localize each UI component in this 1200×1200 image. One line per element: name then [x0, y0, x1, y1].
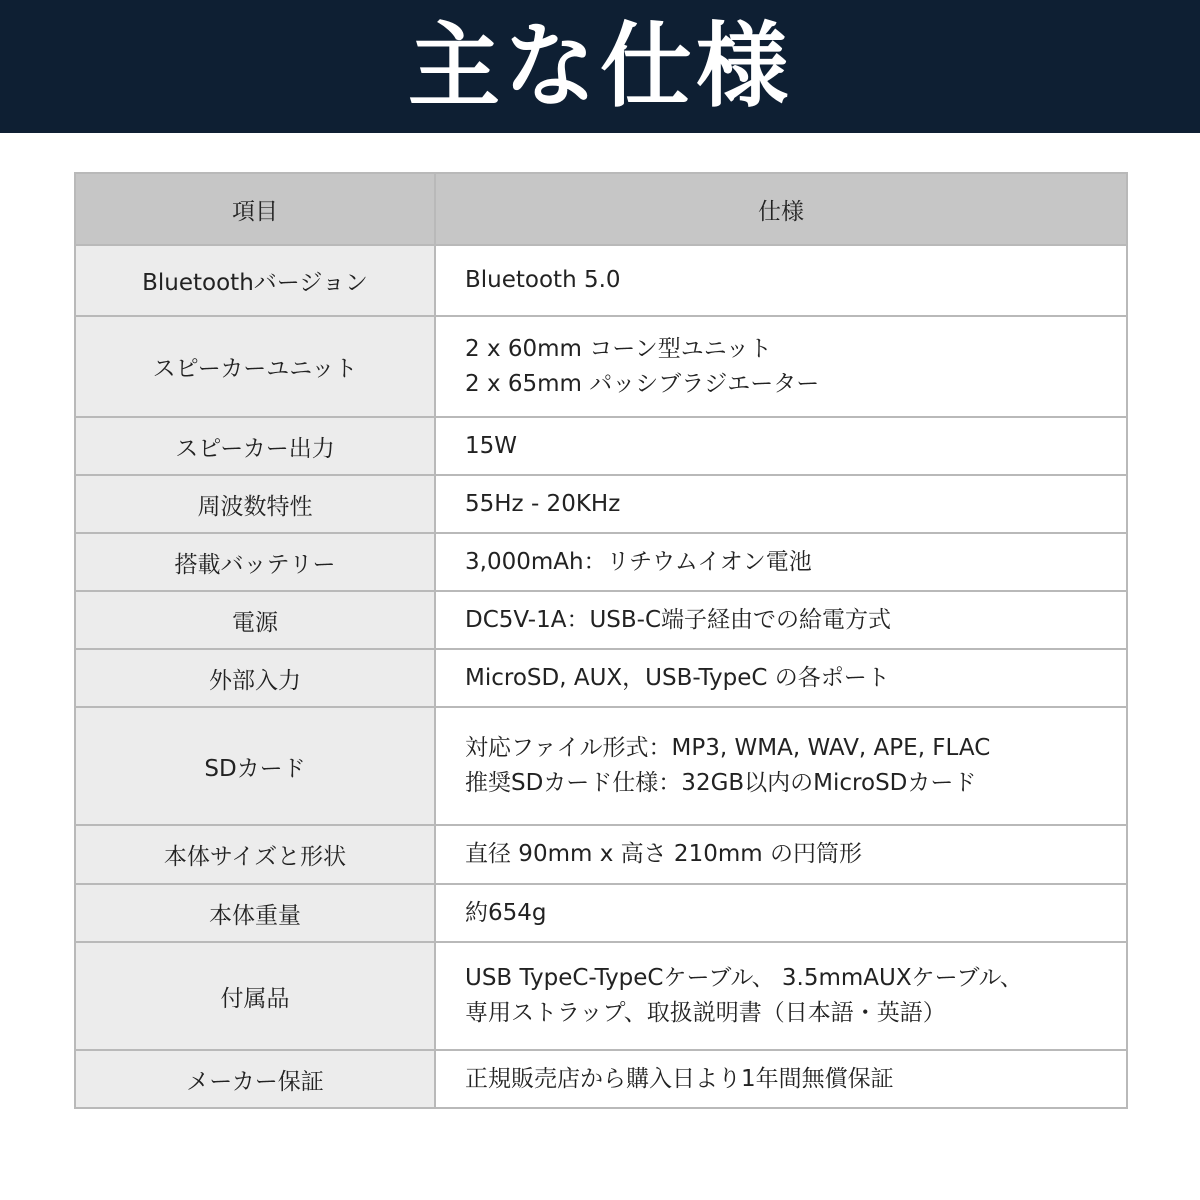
spec-line: 3,000mAh：リチウムイオン電池: [465, 548, 812, 575]
row-spec-value: [435, 884, 1127, 942]
spec-line: 直径 90mm x 高さ 210mm の円筒形: [465, 841, 862, 867]
row-spec-value: [435, 533, 1127, 591]
spec-line: Bluetooth 5.0: [465, 267, 621, 293]
row-item-label: 電源: [75, 591, 435, 649]
row-item-label: 本体重量: [75, 884, 435, 942]
spec-line: 15W: [465, 432, 518, 459]
row-spec-value: [435, 245, 1127, 316]
row-spec-value: [435, 707, 1127, 825]
row-item-label: Bluetoothバージョン: [75, 245, 435, 316]
table-row: [75, 825, 1127, 884]
spec-line: 約654g: [465, 899, 547, 926]
table-row: [75, 245, 1127, 316]
table-row: [75, 533, 1127, 591]
row-item-label: 搭載バッテリー: [75, 533, 435, 591]
row-spec-value: [435, 316, 1127, 417]
page-header: [0, 0, 1200, 133]
spec-line: 専用ストラップ、取扱説明書（日本語・英語）: [465, 1000, 946, 1026]
column-header-spec: 仕様: [435, 173, 1127, 245]
table-row: [75, 649, 1127, 707]
row-spec-value: [435, 649, 1127, 707]
row-item-label: 外部入力: [75, 649, 435, 707]
row-spec-value: [435, 475, 1127, 533]
spec-table: [74, 172, 1128, 1109]
spec-line: 55Hz - 20KHz: [465, 490, 621, 517]
row-spec-value: [435, 417, 1127, 475]
table-row: [75, 475, 1127, 533]
spec-line: DC5V-1A：USB-C端子経由での給電方式: [465, 606, 892, 633]
spec-line: MicroSD, AUX，USB-TypeC の各ポート: [465, 664, 890, 691]
table-row: [75, 1050, 1127, 1108]
row-spec-value: [435, 942, 1127, 1050]
table-header-row: [75, 173, 1127, 245]
row-item-label: 付属品: [75, 942, 435, 1050]
row-spec-value: [435, 1050, 1127, 1108]
spec-line: 2 x 65mm パッシブラジエーター: [465, 370, 820, 397]
row-spec-value: [435, 825, 1127, 884]
table-row: [75, 942, 1127, 1050]
table-row: [75, 417, 1127, 475]
column-header-item: 項目: [75, 173, 435, 245]
spec-line: 対応ファイル形式：MP3, WMA, WAV, APE, FLAC: [465, 735, 991, 761]
table-row: [75, 316, 1127, 417]
spec-line: 2 x 60mm コーン型ユニット: [465, 335, 772, 362]
table-row: [75, 707, 1127, 825]
row-item-label: メーカー保証: [75, 1050, 435, 1108]
row-spec-value: [435, 591, 1127, 649]
table-row: [75, 591, 1127, 649]
row-item-label: SDカード: [75, 707, 435, 825]
table-row: [75, 884, 1127, 942]
spec-line: 推奨SDカード仕様：32GB以内のMicroSDカード: [465, 770, 977, 796]
row-item-label: 周波数特性: [75, 475, 435, 533]
row-item-label: 本体サイズと形状: [75, 825, 435, 884]
spec-line: USB TypeC-TypeCケーブル、 3.5mmAUXケーブル、: [465, 965, 1023, 991]
row-item-label: スピーカーユニット: [75, 316, 435, 417]
row-item-label: スピーカー出力: [75, 417, 435, 475]
page-title: 主な仕様: [407, 12, 792, 120]
spec-line: 正規販売店から購入日より1年間無償保証: [465, 1065, 894, 1092]
